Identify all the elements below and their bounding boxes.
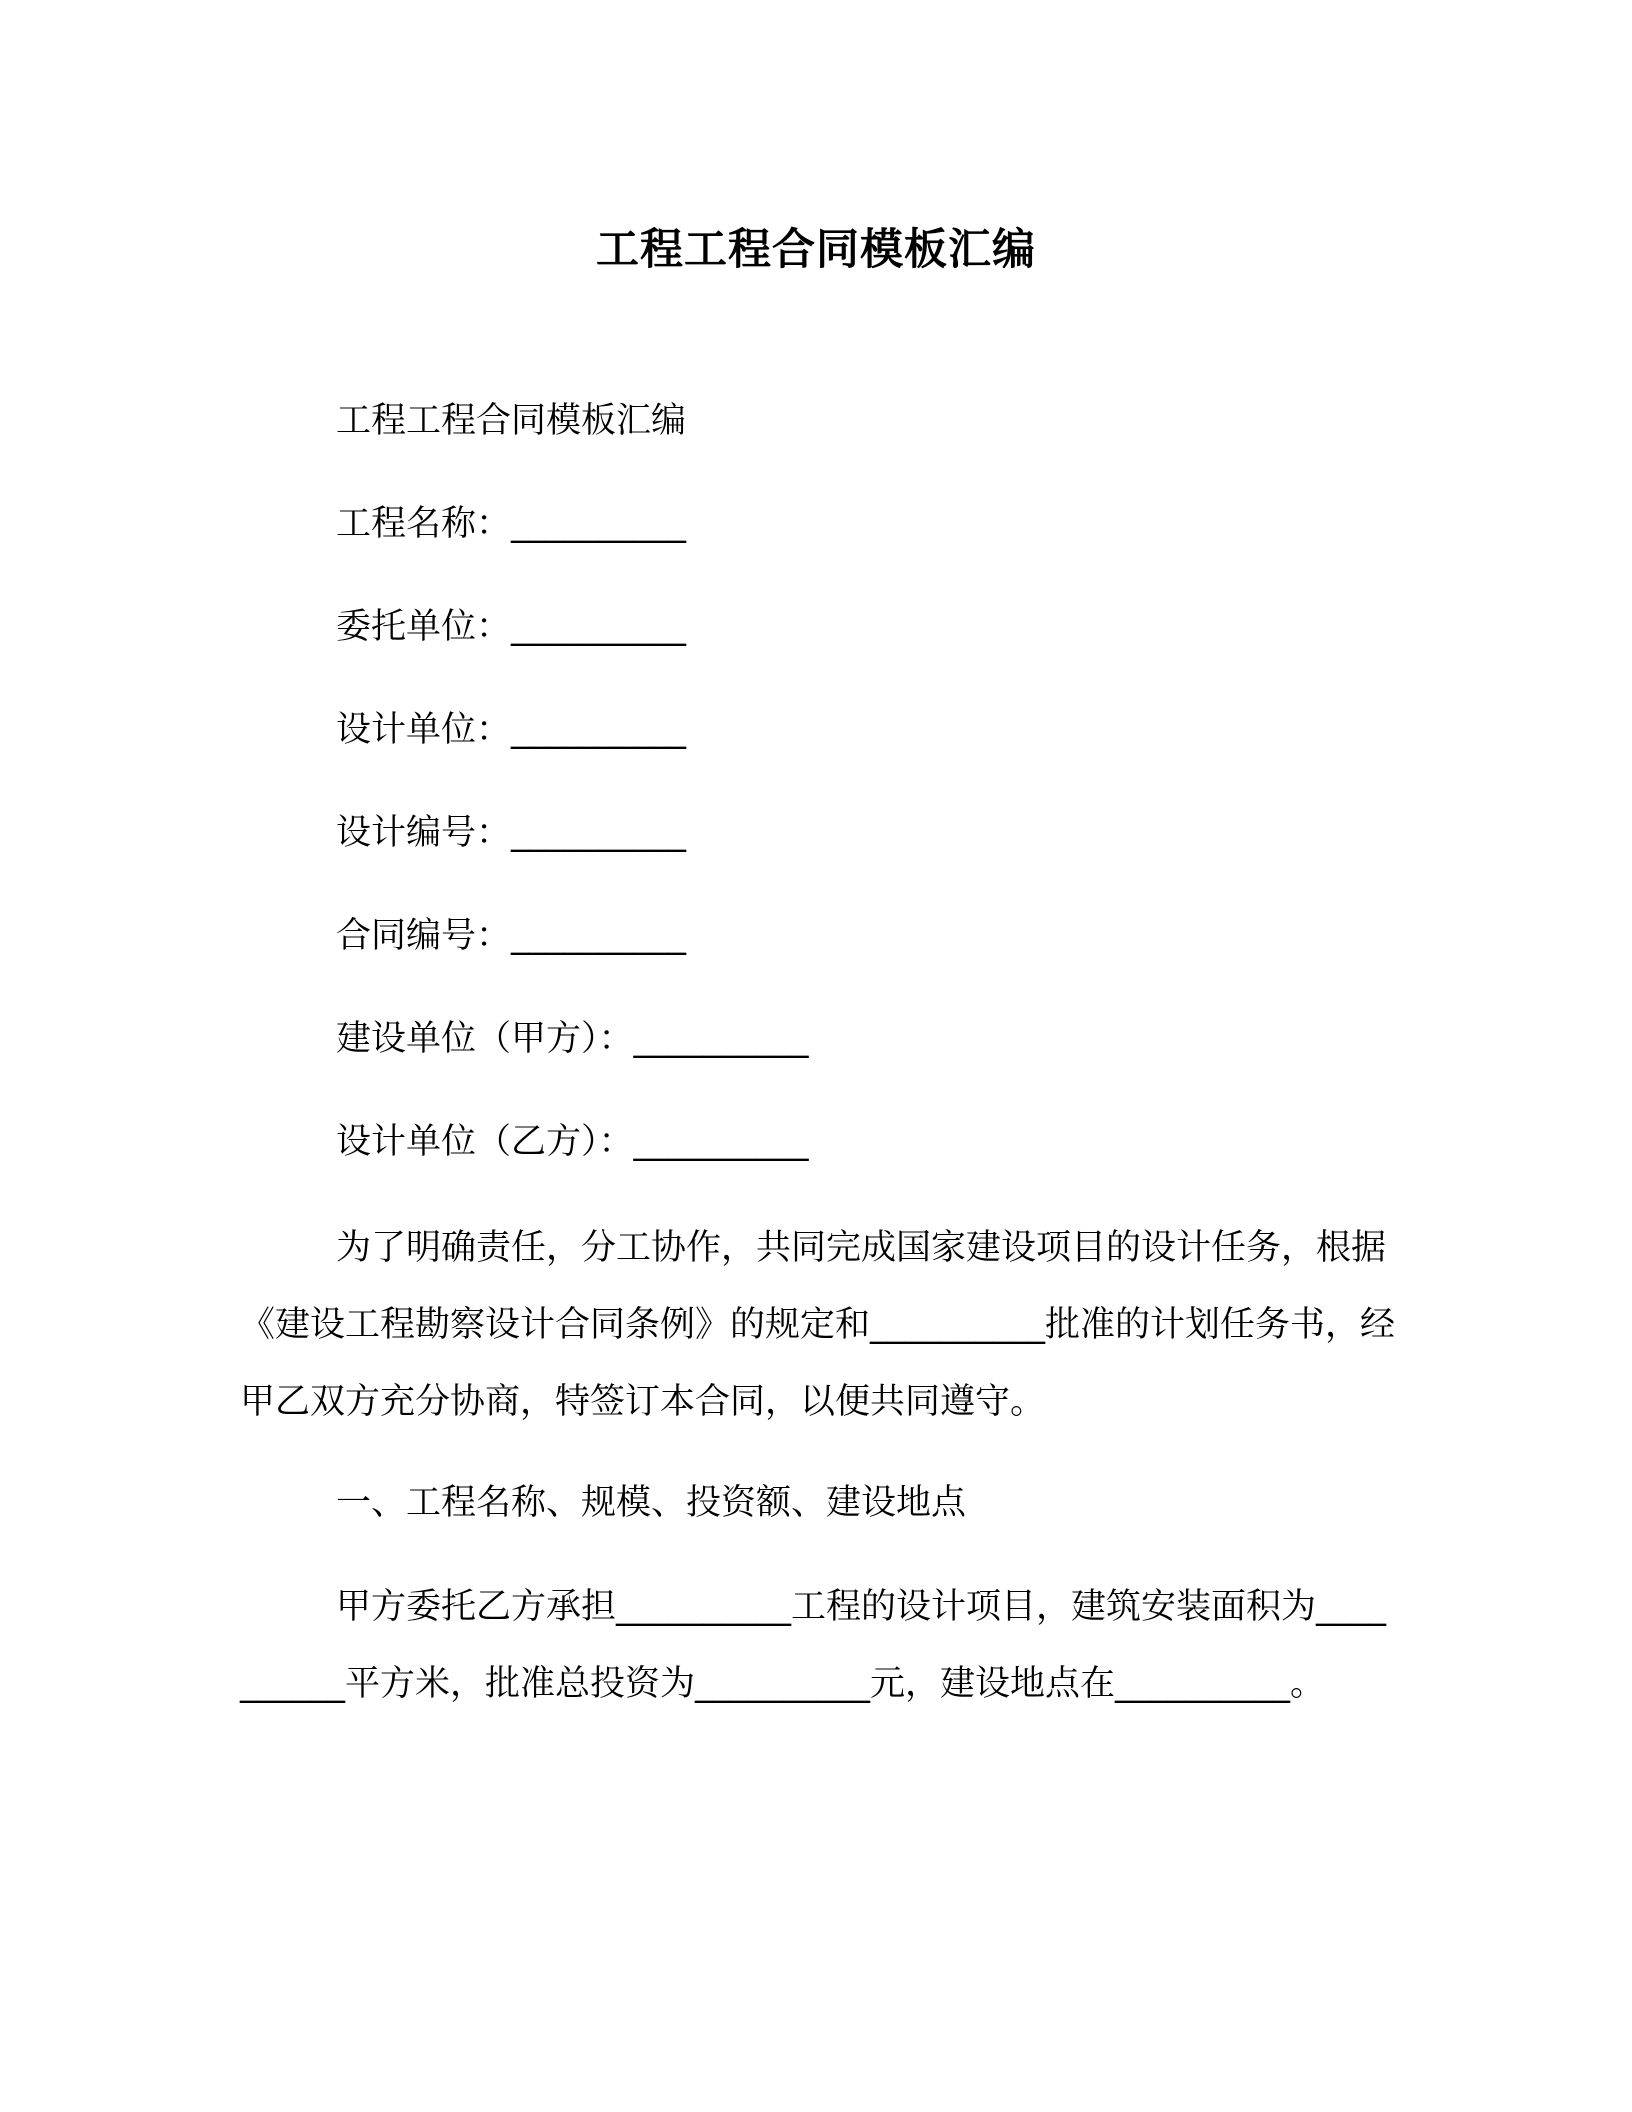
section-1-body: 甲方委托乙方承担__________工程的设计项目，建筑安装面积为__________平方米，批准总投资为__________元，建设地点在__________。 bbox=[240, 1587, 1387, 1704]
field-design-unit: 设计单位：__________ bbox=[336, 710, 687, 750]
section-1-heading: 一、工程名称、规模、投资额、建设地点 bbox=[336, 1483, 967, 1523]
field-design-number: 设计编号：__________ bbox=[336, 813, 687, 853]
document-subtitle: 工程工程合同模板汇编 bbox=[336, 401, 687, 441]
field-commissioning-unit: 委托单位：__________ bbox=[336, 607, 687, 647]
field-party-b: 设计单位（乙方）：__________ bbox=[336, 1122, 809, 1162]
intro-paragraph: 为了明确责任，分工协作，共同完成国家建设项目的设计任务，根据《建设工程勘察设计合同条例》的规定和__________批准的计划任务书，经甲乙双方充分协商，特签订本合同，以便共同遵守。 bbox=[240, 1228, 1396, 1422]
field-party-a: 建设单位（甲方）：__________ bbox=[336, 1019, 809, 1059]
field-project-name: 工程名称：__________ bbox=[336, 504, 687, 544]
document-title: 工程工程合同模板汇编 bbox=[596, 225, 1036, 275]
field-contract-number: 合同编号：__________ bbox=[336, 916, 687, 956]
